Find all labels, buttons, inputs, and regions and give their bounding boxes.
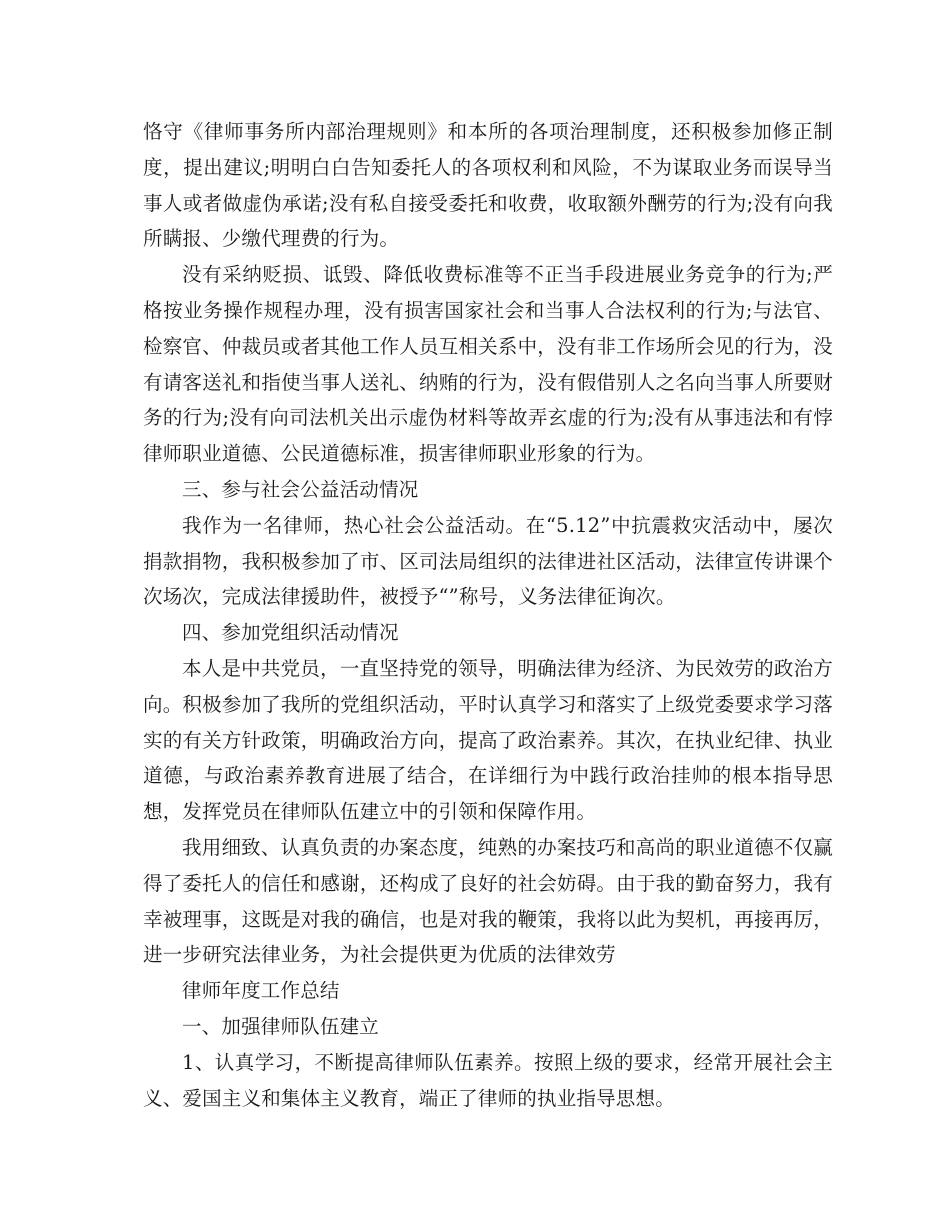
heading-public-welfare: 三、参与社会公益活动情况 <box>182 477 419 501</box>
paragraph-no-misconduct: 没有采纳贬损、诋毁、降低收费标准等不正当手段进展业务竞争的行为;严格按业务操作规程办理，没有损害国家社会和当事人合法权利的行为;与法官、检察官、仲裁员或者其他工作人员互相关系中，没有非工作场所会见的行为，没有请客送礼和指使当事人送礼、纳贿的行为，没有假借别人之名向当事人所要财务的行为;没有向司法机关出示虚伪材料等故弄玄虚的行为;没有从事违法和有悖律师职业道德、公民道德标准，损害律师职业形象的行为。 <box>143 263 833 466</box>
paragraph-study: 1、认真学习，不断提高律师队伍素养。按照上级的要求，经常开展社会主义、爱国主义和集体主义教育，端正了律师的执业指导思想。 <box>143 1050 833 1110</box>
paragraph-party-activities: 本人是中共党员，一直坚持党的领导，明确法律为经济、为民效劳的政治方向。积极参加了我所的党组织活动，平时认真学习和落实了上级党委要求学习落实的有关方针政策，明确政治方向，提高了政治素养。其次，在执业纪律、执业道德，与政治素养教育进展了结合，在详细行为中践行政治挂帅的根本指导思想，发挥党员在律师队伍建立中的引领和保障作用。 <box>143 656 833 824</box>
paragraph-conduct-rules: 恪守《律师事务所内部治理规则》和本所的各项治理制度，还积极参加修正制度，提出建议;明明白白告知委托人的各项权利和风险，不为谋取业务而误导当事人或者做虚伪承诺;没有私自接受委托和收费，收取额外酬劳的行为;没有向我所瞒报、少缴代理费的行为。 <box>143 120 833 251</box>
heading-team-building: 一、加强律师队伍建立 <box>182 1014 380 1038</box>
paragraph-public-welfare: 我作为一名律师，热心社会公益活动。在“5.12”中抗震救灾活动中，屡次捐款捐物，我积极参加了市、区司法局组织的法律进社区活动，法律宣传讲课个次场次，完成法律援助件，被授予“”称号，义务法律征询次。 <box>143 513 833 609</box>
heading-party-activities: 四、参加党组织活动情况 <box>182 621 399 645</box>
document-body <box>143 114 833 1116</box>
heading-annual-summary: 律师年度工作总结 <box>182 979 340 1003</box>
paragraph-case-handling: 我用细致、认真负责的办案态度，纯熟的办案技巧和高尚的职业道德不仅赢得了委托人的信任和感谢，还构成了良好的社会妨碍。由于我的勤奋努力，我有幸被理事，这既是对我的确信，也是对我的鞭策，我将以此为契机，再接再厉，进一步研究法律业务，为社会提供更为优质的法律效劳 <box>143 835 833 967</box>
